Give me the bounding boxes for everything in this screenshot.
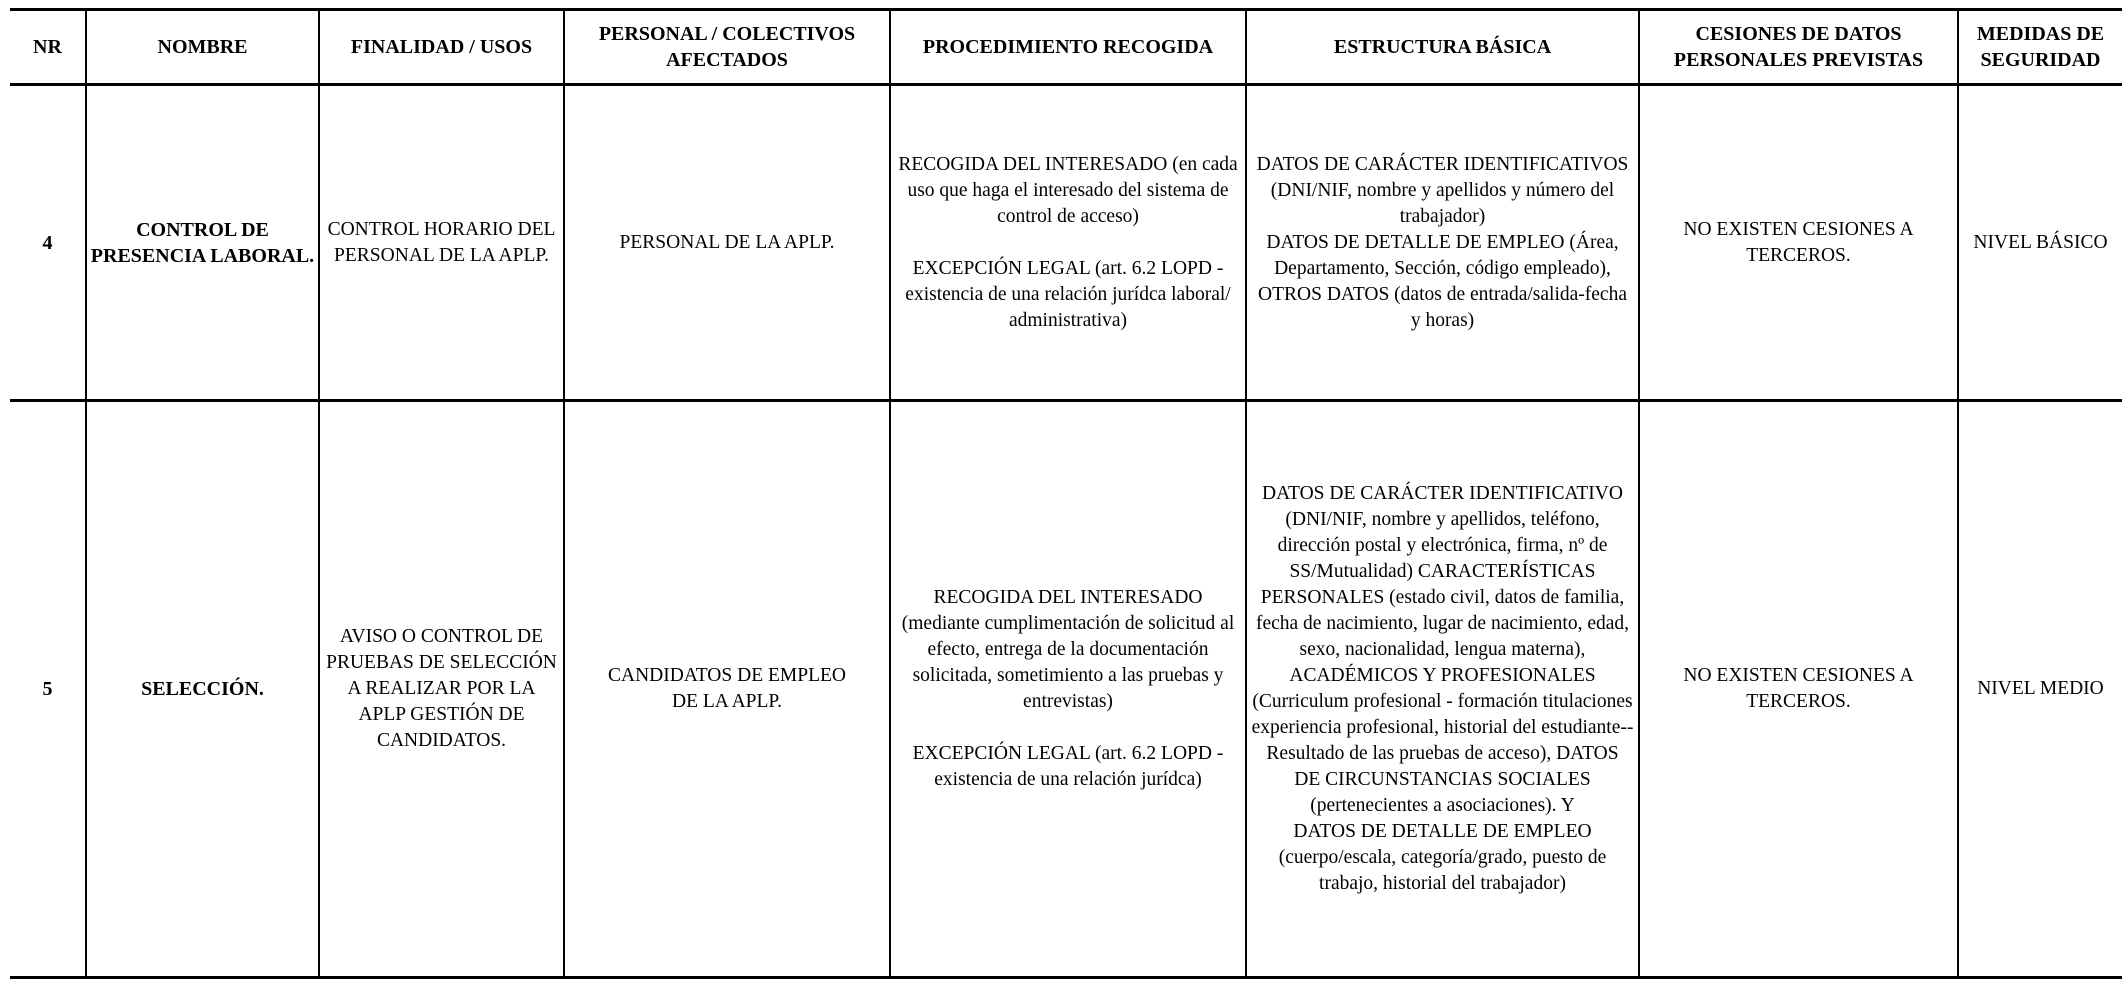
header-row [10,10,2122,85]
cell-nombre: SELECCIÓN. [86,401,319,978]
header-nombre: NOMBRE [86,10,319,85]
header-procedimiento: PROCEDIMIENTO RECOGIDA [890,10,1246,85]
cell-personal: PERSONAL DE LA APLP. [564,85,890,401]
cell-estructura: DATOS DE CARÁCTER IDENTIFICATIVOS (DNI/NIF, nombre y apellidos y número del trabajador) DATOS DE DETALLE DE EMPLEO (Área, Departamento, Sección, código empleado), OTROS DATOS (datos de entrada/salida-fecha y horas) [1246,85,1639,401]
table-row [10,401,2122,978]
cell-cesiones: NO EXISTEN CESIONES A TERCEROS. [1639,85,1958,401]
header-medidas: MEDIDAS DE SEGURIDAD [1958,10,2122,85]
cell-medidas: NIVEL MEDIO [1958,401,2122,978]
data-treatment-table-container [10,8,2122,979]
cell-nr: 5 [10,401,86,978]
table-row [10,85,2122,401]
cell-procedimiento: RECOGIDA DEL INTERESADO (mediante cumplimentación de solicitud al efecto, entrega de la documentación solicitada, sometimiento a las pruebas y entrevistas) EXCEPCIÓN LEGAL (art. 6.2 LOPD - existencia de una relación jurídca) [890,401,1246,978]
cell-estructura: DATOS DE CARÁCTER IDENTIFICATIVO (DNI/NIF, nombre y apellidos, teléfono, dirección postal y electrónica, firma, nº de SS/Mutualidad) CARACTERÍSTICAS PERSONALES (estado civil, datos de familia, fecha de nacimiento, lugar de nacimiento, edad, sexo, nacionalidad, lengua materna), ACADÉMICOS Y PROFESIONALES (Curriculum profesional - formación titulaciones experiencia profesional, historial del estudiante-- Resultado de las pruebas de acceso), DATOS DE CIRCUNSTANCIAS SOCIALES (pertenecientes a asociaciones). Y DATOS DE DETALLE DE EMPLEO (cuerpo/escala, categoría/grado, puesto de trabajo, historial del trabajador) [1246,401,1639,978]
header-estructura: ESTRUCTURA BÁSICA [1246,10,1639,85]
header-finalidad: FINALIDAD / USOS [319,10,564,85]
cell-personal: CANDIDATOS DE EMPLEO DE LA APLP. [564,401,890,978]
cell-cesiones: NO EXISTEN CESIONES A TERCEROS. [1639,401,1958,978]
cell-finalidad: CONTROL HORARIO DEL PERSONAL DE LA APLP. [319,85,564,401]
data-treatment-table [10,8,2122,979]
cell-procedimiento: RECOGIDA DEL INTERESADO (en cada uso que haga el interesado del sistema de control de acceso) EXCEPCIÓN LEGAL (art. 6.2 LOPD - existencia de una relación jurídca laboral/ administrativa) [890,85,1246,401]
cell-medidas: NIVEL BÁSICO [1958,85,2122,401]
header-personal: PERSONAL / COLECTIVOS AFECTADOS [564,10,890,85]
cell-finalidad: AVISO O CONTROL DE PRUEBAS DE SELECCIÓN A REALIZAR POR LA APLP GESTIÓN DE CANDIDATOS. [319,401,564,978]
cell-nr: 4 [10,85,86,401]
cell-nombre: CONTROL DE PRESENCIA LABORAL. [86,85,319,401]
header-nr: NR [10,10,86,85]
header-cesiones: CESIONES DE DATOS PERSONALES PREVISTAS [1639,10,1958,85]
